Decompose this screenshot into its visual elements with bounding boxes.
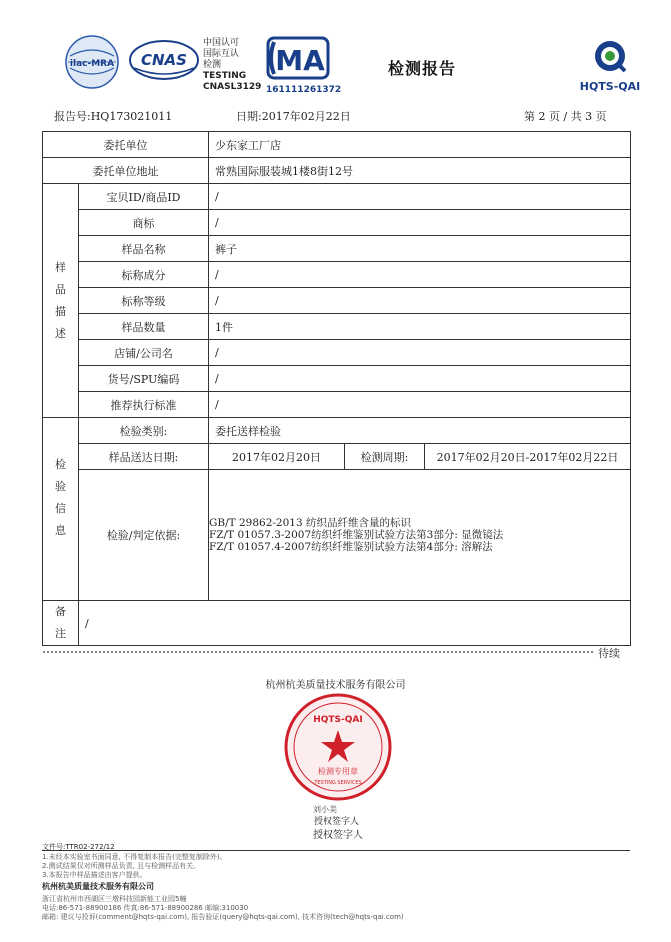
cnas-line: 国际互认 bbox=[203, 49, 240, 59]
group-char: 验 bbox=[55, 480, 66, 493]
cnas-line: CNASL3129 bbox=[203, 82, 262, 92]
sample-row bbox=[43, 366, 631, 392]
client-unit-label: 委托单位 bbox=[43, 132, 209, 158]
group-char: 备 bbox=[55, 605, 66, 618]
arrival-row bbox=[43, 444, 631, 470]
report-date: 日期:2017年02月22日 bbox=[236, 110, 351, 123]
sample-field-label: 宝贝ID/商品ID bbox=[79, 184, 209, 210]
cnas-line: TESTING bbox=[203, 71, 247, 81]
footer-company: 杭州杭美质量技术服务有限公司 bbox=[42, 882, 154, 891]
client-unit-row bbox=[43, 132, 631, 158]
sample-field-value: / bbox=[209, 288, 631, 314]
stamp-top-text: HQTS-QAI bbox=[313, 715, 363, 725]
group-char: 信 bbox=[55, 502, 66, 515]
sample-field-label: 货号/SPU编码 bbox=[79, 366, 209, 392]
sample-field-label: 样品数量 bbox=[79, 314, 209, 340]
client-address-label: 委托单位地址 bbox=[43, 158, 209, 184]
sample-field-label: 标称等级 bbox=[79, 288, 209, 314]
remarks-value: / bbox=[79, 601, 631, 646]
document-number: 文件号:TTR02-272/12 bbox=[42, 843, 115, 851]
sample-row bbox=[43, 314, 631, 340]
group-char: 描 bbox=[55, 304, 66, 318]
group-char: 品 bbox=[55, 282, 66, 296]
basis-value bbox=[209, 470, 631, 601]
sample-field-label: 样品名称 bbox=[79, 236, 209, 262]
group-char: 样 bbox=[55, 260, 66, 274]
cnas-logo bbox=[128, 38, 200, 82]
stamp-sub-text: TESTING SERVICES bbox=[314, 780, 362, 786]
cma-label: MA bbox=[275, 44, 325, 77]
footer-notes bbox=[42, 853, 227, 880]
official-stamp bbox=[283, 692, 393, 802]
report-table bbox=[42, 131, 631, 646]
group-char: 息 bbox=[55, 524, 66, 537]
footer-note: 3.本报告中样品描述由客户提供。 bbox=[42, 871, 147, 879]
sample-row bbox=[43, 262, 631, 288]
group-char: 述 bbox=[55, 326, 66, 340]
inspection-type-value: 委托送样检验 bbox=[209, 418, 631, 444]
basis-label: 检验/判定依据: bbox=[79, 470, 209, 601]
sample-field-label: 标称成分 bbox=[79, 262, 209, 288]
footer-note: 2.测试结果仅对所测样品负责, 且与检测样品有关。 bbox=[42, 862, 201, 870]
hqts-logo bbox=[565, 36, 655, 96]
inspection-group-label bbox=[43, 418, 79, 601]
footer-address: 浙江省杭州市西湖区三墩科技园新能工业园5幢 bbox=[42, 895, 187, 903]
sample-field-label: 推荐执行标准 bbox=[79, 392, 209, 418]
arrival-date-value: 2017年02月20日 bbox=[209, 444, 345, 470]
sample-group-label bbox=[43, 184, 79, 418]
remarks-group-label bbox=[43, 601, 79, 646]
basis-line: FZ/T 01057.3-2007纺织纤维鉴别试验方法第3部分: 显微镜法 bbox=[209, 529, 504, 541]
signature-name: 刘小美 bbox=[313, 805, 337, 814]
sample-row bbox=[43, 392, 631, 418]
sample-row bbox=[43, 184, 631, 210]
company-name: 杭州杭美质量技术服务有限公司 bbox=[265, 680, 406, 691]
sample-field-value: / bbox=[209, 340, 631, 366]
client-unit-value: 少东家工厂店 bbox=[209, 132, 631, 158]
ilac-label: ilac-MRA bbox=[69, 59, 115, 69]
cnas-line: 中国认可 bbox=[203, 38, 240, 48]
sample-field-value: / bbox=[209, 184, 631, 210]
page-indicator: 第 2 页 / 共 3 页 bbox=[524, 110, 607, 123]
sample-field-value: / bbox=[209, 366, 631, 392]
footer-divider bbox=[42, 850, 630, 851]
cnas-text-block bbox=[203, 38, 261, 93]
footer-contact bbox=[42, 895, 404, 922]
sample-field-value: / bbox=[209, 262, 631, 288]
sample-row bbox=[43, 236, 631, 262]
footer-note: 1.未经本实验室书面同意, 不得复制本报告(完整复制除外)。 bbox=[42, 853, 227, 861]
hqts-label: HQTS-QAI bbox=[579, 80, 641, 93]
remarks-row bbox=[43, 601, 631, 646]
client-address-value: 常熟国际服装城1楼8街12号 bbox=[209, 158, 631, 184]
test-period-value: 2017年02月20日-2017年02月22日 bbox=[425, 444, 631, 470]
inspection-type-label: 检验类别: bbox=[79, 418, 209, 444]
cnas-line: 检测 bbox=[203, 60, 222, 70]
sample-field-label: 店铺/公司名 bbox=[79, 340, 209, 366]
signature-role-1: 授权签字人 bbox=[314, 817, 360, 827]
sample-field-label: 商标 bbox=[79, 210, 209, 236]
cma-number: 161111261372 bbox=[266, 85, 342, 95]
client-address-row bbox=[43, 158, 631, 184]
sample-row bbox=[43, 288, 631, 314]
basis-line: FZ/T 01057.4-2007纺织纤维鉴别试验方法第4部分: 溶解法 bbox=[209, 541, 493, 553]
footer-emails: 邮箱: 建议与投诉(comment@hqts-qai.com), 报告验证(query@hqts-qai.com), 技术咨询(tech@hqts-qai.com) bbox=[42, 913, 404, 921]
arrival-date-label: 样品送达日期: bbox=[79, 444, 209, 470]
inspection-type-row bbox=[43, 418, 631, 444]
group-char: 检 bbox=[55, 458, 66, 471]
sample-field-value: / bbox=[209, 392, 631, 418]
cnas-label: CNAS bbox=[141, 51, 187, 69]
signature-role-2: 授权签字人 bbox=[313, 830, 363, 841]
ilac-mra-logo bbox=[64, 34, 120, 90]
report-title: 检测报告 bbox=[388, 59, 457, 78]
sample-row bbox=[43, 340, 631, 366]
sample-field-value: 裤子 bbox=[209, 236, 631, 262]
group-char: 注 bbox=[55, 627, 66, 640]
stamp-center-text: 检测专用章 bbox=[318, 767, 358, 776]
report-number: 报告号:HQ173021011 bbox=[54, 110, 173, 123]
sample-field-value: 1件 bbox=[209, 314, 631, 340]
continuation-dots bbox=[42, 650, 594, 654]
basis-line: GB/T 29862-2013 纺织品纤维含量的标识 bbox=[209, 517, 411, 529]
cma-logo bbox=[266, 36, 330, 80]
sample-row bbox=[43, 210, 631, 236]
test-period-label: 检测周期: bbox=[345, 444, 425, 470]
continued-label: 待续 bbox=[598, 647, 620, 660]
basis-row bbox=[43, 470, 631, 601]
footer-phone: 电话:86-571-88900186 传真:86-571-88900286 邮编:310030 bbox=[42, 904, 249, 912]
sample-field-value: / bbox=[209, 210, 631, 236]
